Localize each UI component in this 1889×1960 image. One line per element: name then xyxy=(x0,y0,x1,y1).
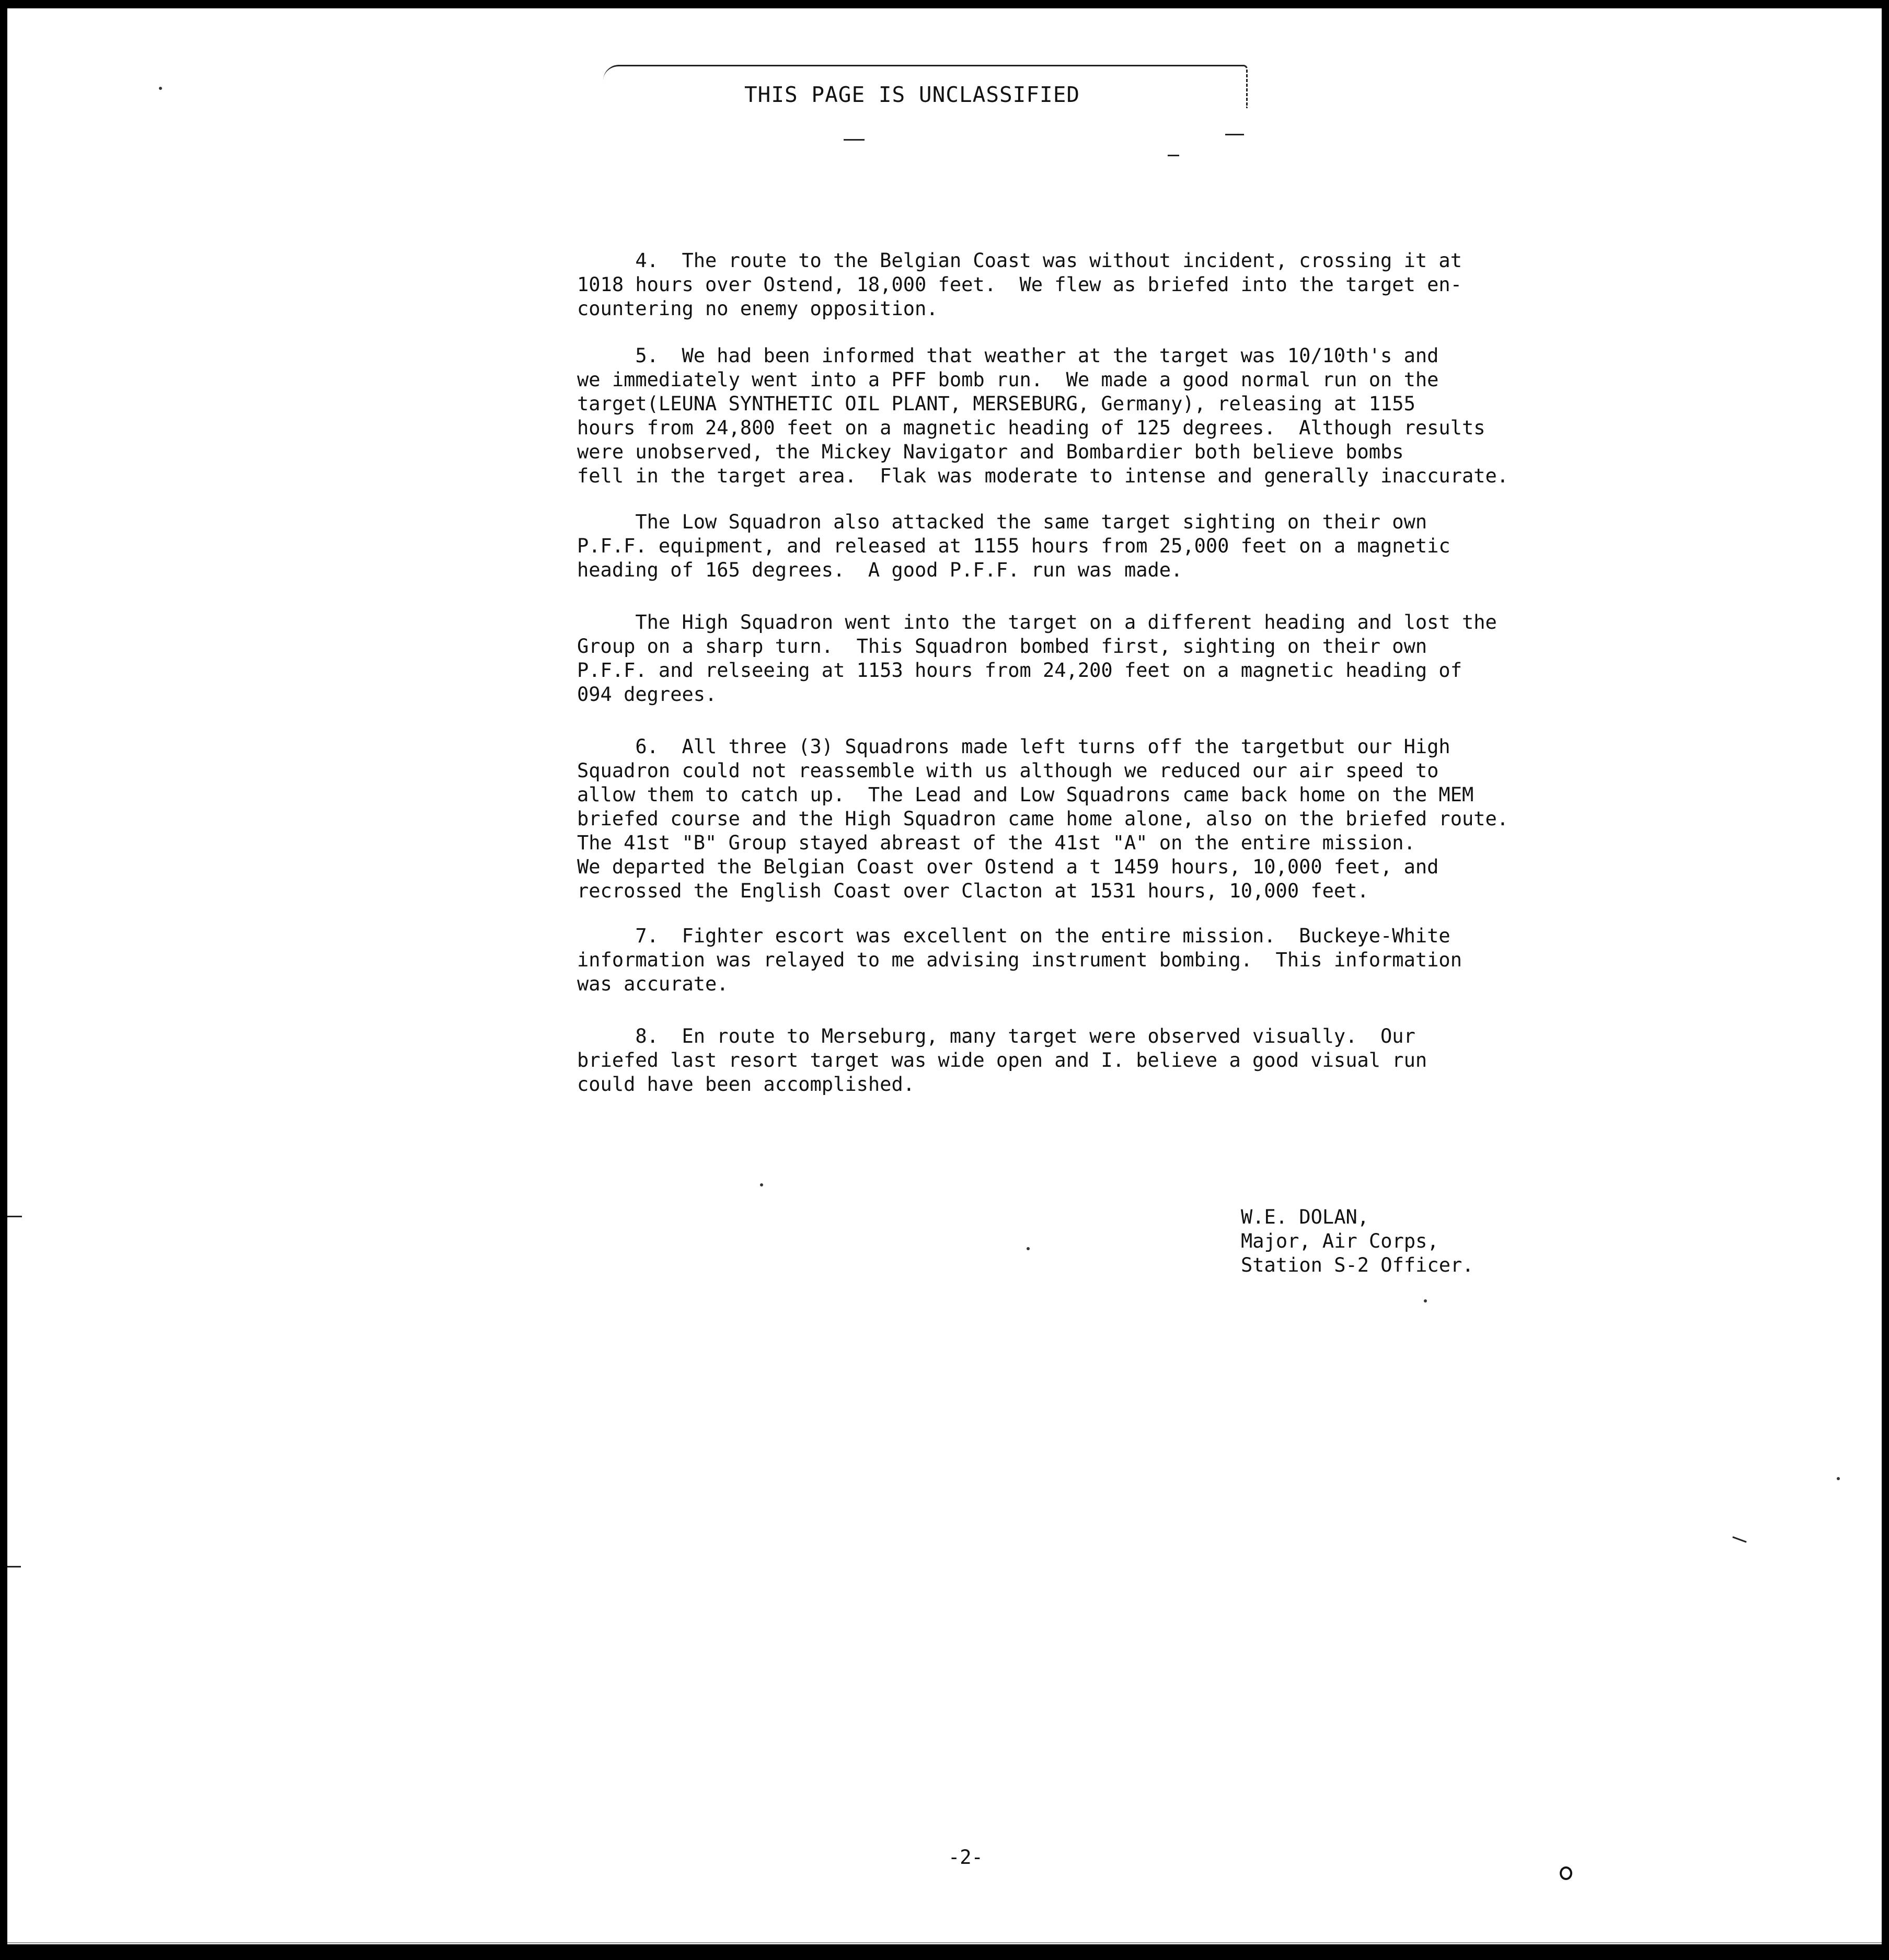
text-line: recrossed the English Coast over Clacton at 1531 hours, 10,000 feet. xyxy=(577,880,1369,902)
text-line: briefed course and the High Squadron came home alone, also on the briefed route. xyxy=(577,808,1509,830)
signature-block xyxy=(1241,1205,1474,1277)
text-line: could have been accomplished. xyxy=(577,1073,915,1096)
paragraph-high-squadron xyxy=(577,610,1570,707)
text-line: briefed last resort target was wide open and I. believe a good visual run xyxy=(577,1049,1427,1071)
scan-mark xyxy=(7,1216,22,1217)
text-line: 1018 hours over Ostend, 18,000 feet. We flew as briefed into the target en- xyxy=(577,273,1462,296)
text-line: was accurate. xyxy=(577,973,729,995)
scan-mark xyxy=(844,139,865,141)
text-line: The Low Squadron also attacked the same target sighting on their own xyxy=(577,511,1427,533)
text-line: The 41st "B" Group stayed abreast of the 41st "A" on the entire mission. xyxy=(577,832,1415,854)
text-line: P.F.F. equipment, and released at 1155 hours from 25,000 feet on a magnetic xyxy=(577,535,1450,557)
scan-mark xyxy=(1168,155,1179,156)
text-line: 7. Fighter escort was excellent on the entire mission. Buckeye-White xyxy=(577,925,1450,947)
scan-speck xyxy=(159,87,162,90)
paragraph-5 xyxy=(577,344,1570,488)
scan-speck xyxy=(1837,1477,1840,1480)
text-line: 5. We had been informed that weather at the target was 10/10th's and xyxy=(577,344,1439,367)
scan-speck xyxy=(760,1183,763,1186)
scan-edge-line xyxy=(7,1942,1882,1943)
text-line: 6. All three (3) Squadrons made left turns off the targetbut our High xyxy=(577,735,1450,758)
scan-speck xyxy=(1424,1299,1427,1302)
text-line: 8. En route to Merseburg, many target were observed visually. Our xyxy=(577,1025,1415,1047)
signer-name: W.E. DOLAN, xyxy=(1241,1206,1369,1228)
text-line: Squadron could not reassemble with us although we reduced our air speed to xyxy=(577,759,1439,782)
text-line: information was relayed to me advising instrument bombing. This information xyxy=(577,949,1462,971)
text-line: heading of 165 degrees. A good P.F.F. run was made. xyxy=(577,559,1183,581)
text-line: fell in the target area. Flak was moderate to intense and generally inaccurate. xyxy=(577,465,1509,487)
text-line: allow them to catch up. The Lead and Low Squadrons came back home on the MEM xyxy=(577,783,1474,806)
scan-mark xyxy=(1225,134,1244,135)
paragraph-6 xyxy=(577,735,1570,903)
scan-speck xyxy=(1027,1247,1030,1250)
text-line: countering no enemy opposition. xyxy=(577,297,938,320)
text-line: The High Squadron went into the target on a different heading and lost the xyxy=(577,611,1497,633)
scan-mark xyxy=(7,1566,21,1567)
text-line: P.F.F. and relseeing at 1153 hours from 24,200 feet on a magnetic heading of xyxy=(577,659,1462,682)
text-line: 094 degrees. xyxy=(577,683,717,706)
punch-mark-icon xyxy=(1560,1866,1572,1880)
paragraph-8 xyxy=(577,1024,1570,1097)
text-line: We departed the Belgian Coast over Ostend a t 1459 hours, 10,000 feet, and xyxy=(577,856,1439,878)
text-line: were unobserved, the Mickey Navigator and Bombardier both believe bombs xyxy=(577,441,1404,463)
text-line: hours from 24,800 feet on a magnetic heading of 125 degrees. Although results xyxy=(577,417,1485,439)
signer-title: Station S-2 Officer. xyxy=(1241,1254,1474,1276)
classification-header: THIS PAGE IS UNCLASSIFIED xyxy=(744,82,1080,107)
text-line: we immediately went into a PFF bomb run. We made a good normal run on the xyxy=(577,368,1439,391)
paragraph-low-squadron xyxy=(577,510,1570,582)
signer-rank: Major, Air Corps, xyxy=(1241,1230,1439,1252)
paragraph-7 xyxy=(577,924,1570,996)
paragraph-4 xyxy=(577,249,1570,321)
text-line: target(LEUNA SYNTHETIC OIL PLANT, MERSEBURG, Germany), releasing at 1155 xyxy=(577,393,1415,415)
page-number: -2- xyxy=(948,1846,983,1869)
document-page xyxy=(7,8,1882,1944)
scan-mark xyxy=(1732,1536,1746,1542)
text-line: 4. The route to the Belgian Coast was without incident, crossing it at xyxy=(577,249,1462,272)
text-line: Group on a sharp turn. This Squadron bombed first, sighting on their own xyxy=(577,635,1427,658)
